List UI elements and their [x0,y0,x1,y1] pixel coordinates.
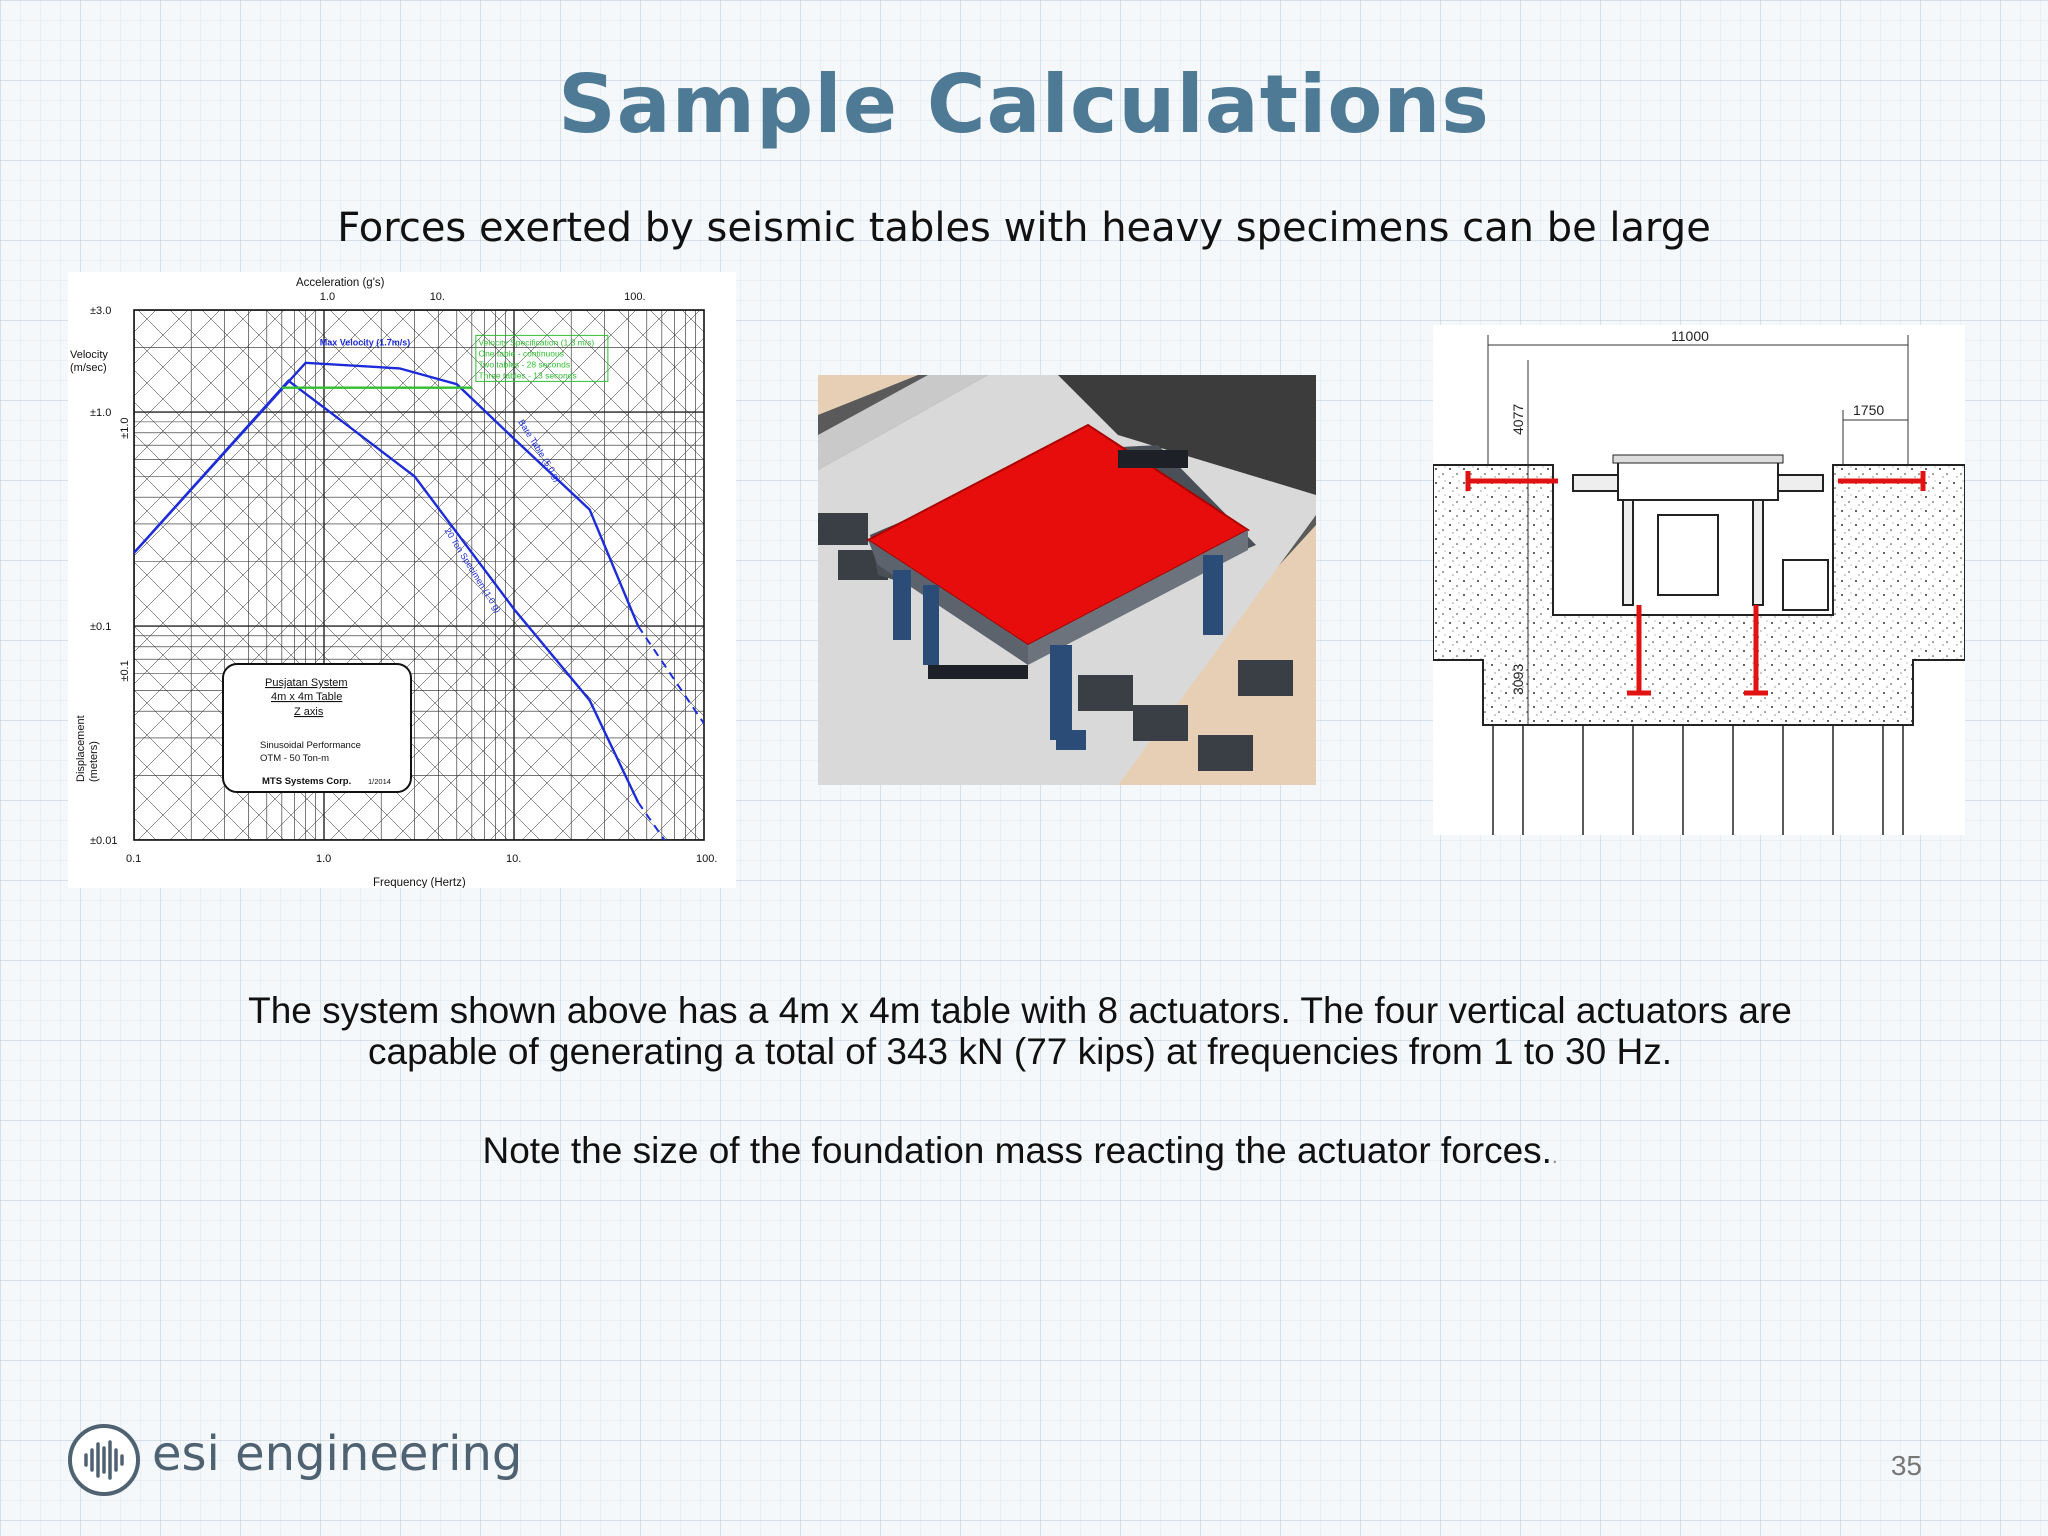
chart-x-tick-label: 1.0 [316,853,332,865]
grid-line [106,272,736,840]
paragraph-system-description: The system shown above has a 4m x 4m table with 8 actuators. The four vertical actuators are capable of generating a total of 343 kN (77 kips) at frequencies from 1 to 30 Hz. [248,990,1792,1072]
chart-y-axis-title-velocity: (m/sec) [70,362,107,374]
chart-disp-tick-label: ±0.1 [119,660,131,682]
chart-x-tick-label: 100. [696,853,718,865]
chart-label-velocity-spec-2: Two tables - 28 seconds [478,359,571,370]
chart-series-dashed-tail-1 [638,802,664,840]
chart-disp-tick-label: ±1.0 [119,417,131,439]
page-number: 35 [1890,1450,1922,1481]
dim-height-lower-label: 3093 [1510,663,1526,695]
performance-chart [68,272,736,888]
chart-y-axis-title-velocity: Velocity [70,349,108,361]
dim-width-label: 11000 [1671,328,1709,344]
dim-height-upper-label: 4077 [1510,403,1526,435]
grid-line [714,310,736,888]
grid-line [426,272,736,840]
paragraph-foundation-note [230,1130,1810,1178]
grid-line [682,272,736,840]
chart-accel-tick-label: 1.0 [319,291,336,303]
chart-top-axis-title: Acceleration (g's) [296,277,385,289]
shake-table-render [818,375,1316,785]
grid-line [682,310,736,888]
grid-line [68,310,134,888]
foundation-section-drawing [1433,325,1965,835]
paragraph-foundation-note-text: Note the size of the foundation mass reacting the actuator forces. [482,1130,1552,1171]
chart-label-velocity-spec-1: One table - continuous [478,348,564,359]
chart-y-tick-label: ±0.1 [90,621,112,634]
chart-info-line-7: 1/2014 [368,777,391,786]
chart-info-line-4: Sinusoidal Performance [260,740,361,751]
grid-line [618,272,736,840]
chart-label-bare-table: Bare Table (5.0 g) [516,417,563,484]
chart-label-velocity-spec-0: Velocity Specification (1.3 m/s) [478,337,595,348]
grid-line [714,272,736,840]
chart-info-line-6: MTS Systems Corp. [262,776,352,787]
chart-info-line-2: 4m x 4m Table [271,691,343,703]
slide-title: Sample Calculations [558,58,1490,151]
chart-info-line-3: Z axis [294,706,324,718]
sound-wave-icon [66,1422,142,1498]
grid-line [68,310,486,888]
chart-info-line-5: OTM - 50 Ton-m [260,753,329,764]
grid-line [68,310,198,888]
chart-y-tick-label: ±0.01 [90,835,118,847]
chart-label-max-velocity: Max Velocity (1.7m/s) [319,337,411,348]
slide-subtitle: Forces exerted by seismic tables with heavy specimens can be large [337,205,1711,251]
chart-y-tick-label: ±1.0 [90,407,112,420]
chart-x-tick-label: 10. [506,853,522,865]
logo-wordmark: esi engineering [152,1426,523,1482]
chart-x-axis-title: Frequency (Hertz) [373,877,466,888]
grid-line [68,310,166,888]
chart-label-velocity-spec-3: Three tables - 13 seconds [478,370,577,381]
chart-y-tick-label: ±3.0 [90,305,112,317]
paragraph-foundation-note-dot: . [1551,1146,1558,1168]
grid-line [554,272,736,840]
chart-info-line-1: Pusjatan System [265,677,348,689]
chart-series-dashed-tail-0 [638,626,704,724]
chart-accel-tick-label: 100. [624,291,646,303]
dim-side-label: 1750 [1853,402,1885,418]
chart-y-axis-title-displacement: (meters) [88,741,100,782]
grid-line [68,310,736,888]
chart-y-axis-title-displacement: Displacement [75,715,87,782]
grid-line [650,272,736,840]
chart-accel-tick-label: 10. [429,291,445,303]
chart-x-tick-label: 0.1 [126,853,142,865]
chart-label-specimen: 20 Ton Specimen (1.0 g) [442,526,504,615]
